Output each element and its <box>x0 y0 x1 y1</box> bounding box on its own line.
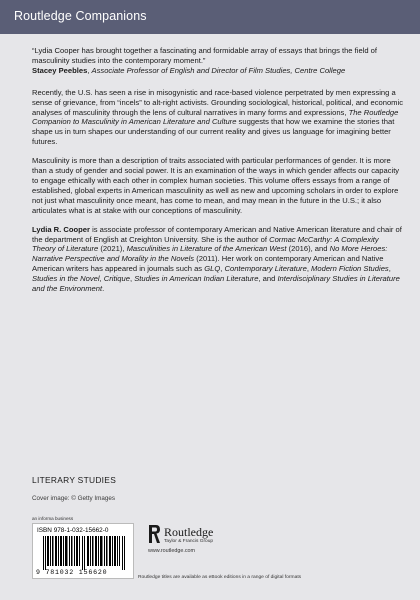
bio-text: (2016), and <box>286 244 330 254</box>
informa-tagline: an informa business <box>32 516 74 521</box>
publisher-logo <box>148 524 288 560</box>
barcode <box>32 523 134 579</box>
barcode-number: 9 781032 156620 <box>36 569 108 576</box>
bio-book: Cormac McCarthy: A Complexity Theory of Literature <box>32 234 379 254</box>
bio-sep: , <box>306 264 312 274</box>
bio-journal: Studies in American Indian Literature <box>134 274 259 284</box>
isbn-text: ISBN 978-1-032-15662-0 <box>37 527 109 534</box>
praise-title: Associate Professor of English and Director of Film Studies, Centre College <box>91 65 346 75</box>
bio-book: Masculinities in Literature of the American West <box>126 244 287 254</box>
bio-journal: Contemporary Literature <box>224 264 307 274</box>
publisher-name: Routledge <box>164 525 214 539</box>
bio-sep: , <box>220 264 225 274</box>
bio-journal: Interdisciplinary Studies in Literature and the Environment <box>32 274 400 294</box>
publisher-website: www.routledge.com <box>148 548 196 554</box>
cover-image-credit: Cover image: © Getty Images <box>32 495 116 502</box>
bio-sep: , <box>99 274 104 284</box>
bio-end: . <box>102 284 105 294</box>
bio-text: (2021), <box>98 244 127 254</box>
bio-sep: , <box>388 264 391 274</box>
bio-journal: GLQ <box>204 264 221 274</box>
desc-text: Recently, the U.S. has seen a rise in misogynistic and race-based violence perpetrated by men expressing a sense of grievance, from “incels” to alt-right activists. Grounding sociological, historical, political, and economic analyses of masculinity through the lens of cultural narratives in many forms and expressions, <box>32 87 403 117</box>
description-paragraph-2: Masculinity is more than a description of traits associated with particular performances of gender. It is more than a study of gender and social power. It is an examination of the ways in which gender affects our capacity to engage ethically with each other in complex human societies. This volume offers essays from a range of established, global experts in American masculinity as well as new and upcoming scholars in order to explore not just what masculinity once meant, has come to mean, and may mean in the future in the U.S.; it also articulates what is at stake with our conceptions of masculinity. <box>32 156 400 215</box>
editor-bio <box>32 225 404 294</box>
header-bar <box>0 0 420 34</box>
back-cover-text <box>32 46 404 294</box>
editor-name: Lydia R. Cooper <box>32 224 90 234</box>
desc-text: suggests that how we examine the stories that shape us in turn shapes our understanding of our current reality and gives us language for imagining better futures. <box>32 117 395 147</box>
subject-category: LITERARY STUDIES <box>32 475 117 485</box>
ebook-note: Routledge titles are available as eBook editions in a range of digital formats <box>138 575 302 580</box>
barcode-icon <box>43 536 125 570</box>
publisher-group: Taylor & Francis Group <box>164 539 214 544</box>
description-paragraph-1 <box>32 88 404 147</box>
praise-attribution: Stacey Peebles, Associate Professor of English and Director of Film Studies, Centre College <box>32 65 346 75</box>
bio-text: is associate professor of contemporary American and Native American literature and chair of the department of English at Creighton University. She is the author of <box>32 224 402 244</box>
praise-quote: “Lydia Cooper has brought together a fascinating and formidable array of essays that brings the field of masculinity studies into the contemporary moment.” <box>32 46 378 65</box>
bio-text: (2011). Her work on contemporary American and Native American writers has appeared in journals such as <box>32 254 384 274</box>
bio-journal: Modern Fiction Studies <box>311 264 389 274</box>
bio-journal: Studies in the Novel <box>32 274 100 284</box>
praise-name: Stacey Peebles <box>32 65 88 75</box>
series-title: Routledge Companions <box>14 9 147 23</box>
bio-journal: Critique <box>103 274 130 284</box>
bio-sep: , and <box>258 274 278 284</box>
routledge-logo-icon <box>148 524 161 544</box>
bio-book: No More Heroes: Narrative Perspective and Morality in the Novels <box>32 244 388 264</box>
bio-sep: , <box>129 274 135 284</box>
book-title: The Routledge Companion to Masculinity in American Literature and Culture <box>32 107 399 127</box>
